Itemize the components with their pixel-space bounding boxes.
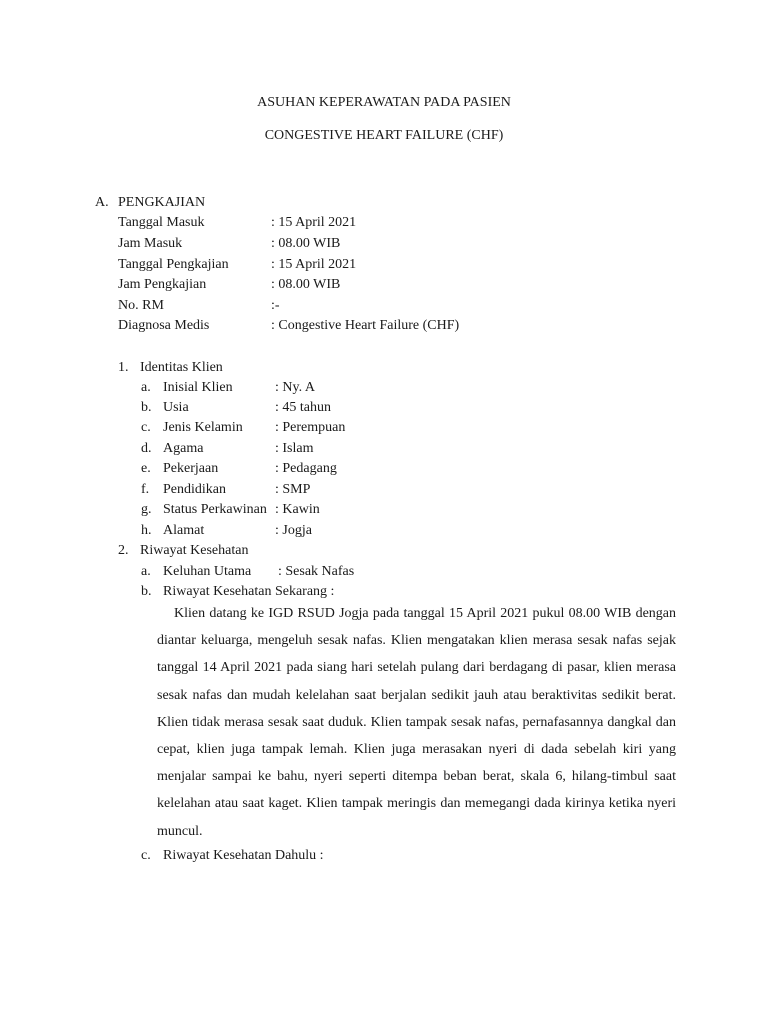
admission-value: : 15 April 2021: [271, 257, 357, 272]
admission-label: Jam Masuk: [118, 236, 183, 251]
identitas-marker: a.: [141, 380, 151, 395]
document-title-line1: ASUHAN KEPERAWATAN PADA PASIEN: [257, 95, 511, 110]
riwayat-a-label: Keluhan Utama: [163, 564, 252, 579]
admission-label: Jam Pengkajian: [118, 277, 207, 292]
item1-marker: 1.: [118, 360, 129, 375]
identitas-marker: f.: [141, 482, 150, 497]
identitas-label: Jenis Kelamin: [163, 420, 243, 435]
identitas-label: Pendidikan: [163, 482, 226, 497]
admission-value: : 08.00 WIB: [271, 277, 341, 292]
identitas-label: Inisial Klien: [163, 380, 233, 395]
riwayat-c-marker: c.: [141, 848, 151, 863]
admission-label: No. RM: [118, 298, 164, 313]
item2-heading: Riwayat Kesehatan: [140, 543, 249, 558]
admission-value: :-: [271, 298, 280, 313]
admission-value: : 15 April 2021: [271, 215, 357, 230]
admission-label: Tanggal Pengkajian: [118, 257, 229, 272]
identitas-value: : Islam: [275, 441, 314, 456]
identitas-label: Alamat: [163, 523, 205, 538]
identitas-label: Agama: [163, 441, 204, 456]
riwayat-a-value: : Sesak Nafas: [278, 564, 355, 579]
item1-heading: Identitas Klien: [140, 360, 223, 375]
identitas-marker: c.: [141, 420, 151, 435]
riwayat-b-label: Riwayat Kesehatan Sekarang :: [163, 584, 335, 599]
identitas-marker: h.: [141, 523, 152, 538]
identitas-value: : Jogja: [275, 523, 312, 538]
riwayat-sekarang-paragraph: Klien datang ke IGD RSUD Jogja pada tanggal 15 April 2021 pukul 08.00 WIB dengan diantar keluarga, mengeluh sesak nafas. Klien mengatakan klien merasa sesak nafas sejak tanggal 14 April 2021 pada siang hari setelah pulang dari berdagang di pasar, klien merasa sesak nafas dan mudah kelelahan saat berjalan sedikit jauh atau beraktivitas sedikit berat. Klien tidak merasa sesak saat duduk. Klien tampak sesak nafas, pernafasannya dangkal dan cepat, klien juga tampak lemah. Klien juga merasakan nyeri di dada sebelah kiri yang menjalar sampai ke bahu, nyeri seperti ditempa beban berat, skala 6, hilang-timbul saat kelelahan atau saat kaget. Klien tampak meringis dan memegangi dada kirinya ketika nyeri muncul.: [157, 606, 676, 839]
identitas-value: : Kawin: [275, 502, 320, 517]
riwayat-b-marker: b.: [141, 584, 152, 599]
identitas-value: : SMP: [275, 482, 311, 497]
identitas-value: : Perempuan: [275, 420, 346, 435]
section-a-heading: PENGKAJIAN: [118, 195, 206, 210]
identitas-value: : 45 tahun: [275, 400, 331, 415]
document-title-line2: CONGESTIVE HEART FAILURE (CHF): [264, 128, 504, 143]
riwayat-a-marker: a.: [141, 564, 151, 579]
identitas-marker: d.: [141, 441, 152, 456]
identitas-label: Usia: [163, 400, 189, 415]
admission-value: : Congestive Heart Failure (CHF): [271, 318, 460, 333]
admission-label: Tanggal Masuk: [118, 215, 205, 230]
identitas-value: : Ny. A: [275, 380, 315, 395]
riwayat-c-label: Riwayat Kesehatan Dahulu :: [163, 848, 324, 863]
identitas-marker: e.: [141, 461, 151, 476]
section-a-marker: A.: [95, 195, 109, 210]
identitas-value: : Pedagang: [275, 461, 337, 476]
identitas-label: Status Perkawinan: [163, 502, 267, 517]
identitas-marker: b.: [141, 400, 152, 415]
item2-marker: 2.: [118, 543, 129, 558]
identitas-marker: g.: [141, 502, 152, 517]
admission-value: : 08.00 WIB: [271, 236, 341, 251]
identitas-label: Pekerjaan: [163, 461, 219, 476]
admission-label: Diagnosa Medis: [118, 318, 210, 333]
